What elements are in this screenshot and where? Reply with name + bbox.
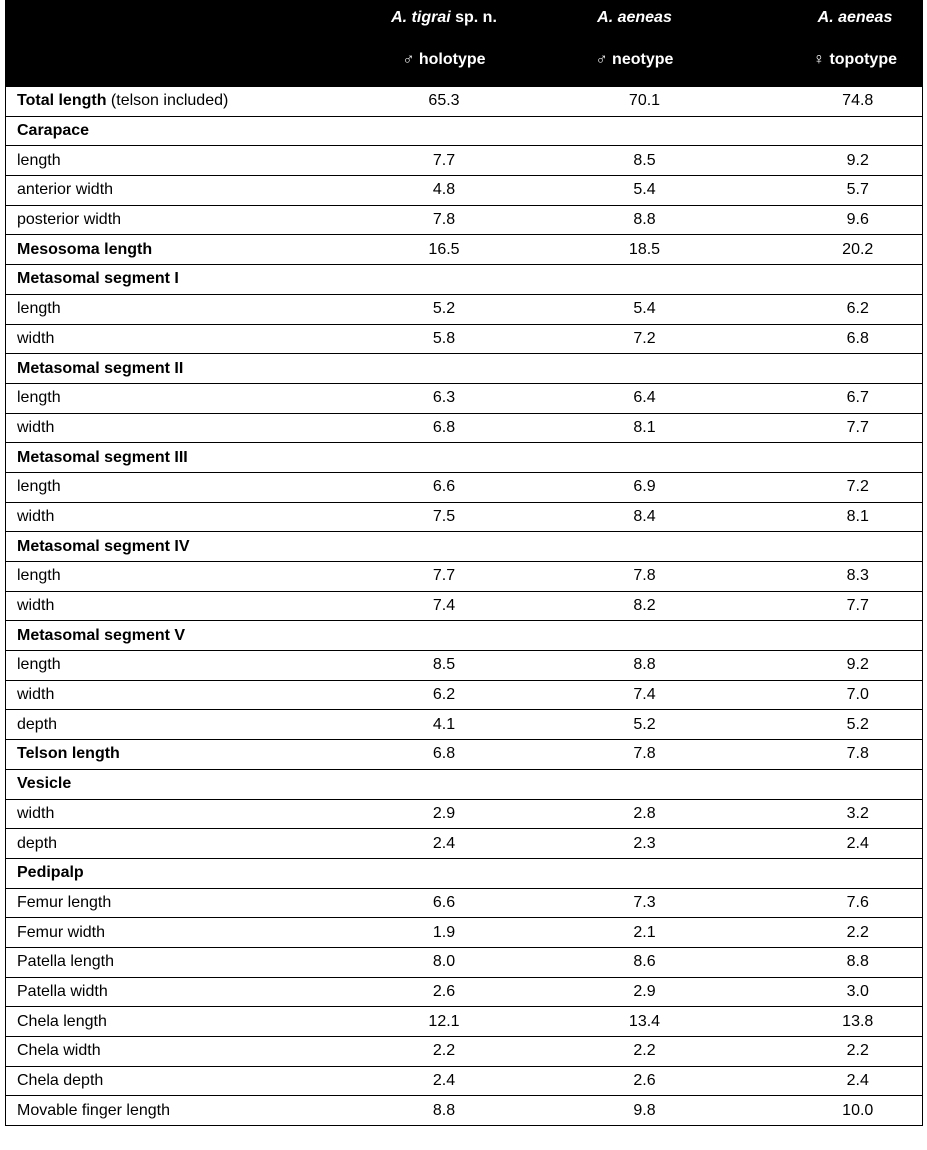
value-cell-col1: 8.0 bbox=[329, 947, 540, 977]
value-cell-col3: 5.2 bbox=[730, 710, 923, 740]
value-cell-col3: 2.4 bbox=[730, 1066, 923, 1096]
header-col1-species bbox=[329, 1, 540, 35]
row-label-text: Metasomal segment III bbox=[17, 448, 188, 466]
value-cell-col1 bbox=[329, 621, 540, 651]
value-cell-col3 bbox=[730, 443, 923, 473]
table-row bbox=[6, 1066, 923, 1096]
col2-type-label: ♂ neotype bbox=[595, 50, 674, 68]
row-label-text: Mesosoma length bbox=[17, 240, 153, 258]
value-cell-col1 bbox=[329, 858, 540, 888]
measurements-table bbox=[5, 0, 923, 1126]
row-label-text: length bbox=[17, 656, 61, 674]
value-cell-col2: 5.4 bbox=[540, 176, 730, 206]
table-row bbox=[6, 888, 923, 918]
value-cell-col2 bbox=[540, 116, 730, 146]
row-label bbox=[6, 265, 329, 295]
value-cell-col2: 5.2 bbox=[540, 710, 730, 740]
value-cell-col3: 6.8 bbox=[730, 324, 923, 354]
row-label-text: length bbox=[17, 478, 61, 496]
header-col2-type bbox=[540, 35, 730, 86]
row-label bbox=[6, 146, 329, 176]
value-cell-col3: 9.2 bbox=[730, 146, 923, 176]
value-cell-col1: 2.6 bbox=[329, 977, 540, 1007]
row-label bbox=[6, 176, 329, 206]
row-label bbox=[6, 947, 329, 977]
value-cell-col2 bbox=[540, 769, 730, 799]
table-row bbox=[6, 354, 923, 384]
value-cell-col1: 6.8 bbox=[329, 413, 540, 443]
row-label bbox=[6, 918, 329, 948]
value-cell-col2 bbox=[540, 265, 730, 295]
row-label-text: Chela length bbox=[17, 1012, 107, 1030]
value-cell-col2: 7.2 bbox=[540, 324, 730, 354]
row-label bbox=[6, 472, 329, 502]
value-cell-col1 bbox=[329, 116, 540, 146]
value-cell-col1: 16.5 bbox=[329, 235, 540, 265]
table-row bbox=[6, 205, 923, 235]
value-cell-col3: 20.2 bbox=[730, 235, 923, 265]
header-col2-species bbox=[540, 1, 730, 35]
col3-type-label: ♀ topotype bbox=[813, 50, 897, 68]
table-row bbox=[6, 502, 923, 532]
table-row bbox=[6, 829, 923, 859]
row-label bbox=[6, 1066, 329, 1096]
value-cell-col1: 6.3 bbox=[329, 383, 540, 413]
value-cell-col1: 7.4 bbox=[329, 591, 540, 621]
value-cell-col3 bbox=[730, 858, 923, 888]
table-header bbox=[6, 1, 923, 86]
value-cell-col3: 10.0 bbox=[730, 1096, 923, 1126]
row-label bbox=[6, 562, 329, 592]
table-row bbox=[6, 443, 923, 473]
value-cell-col2: 2.6 bbox=[540, 1066, 730, 1096]
value-cell-col1: 7.8 bbox=[329, 205, 540, 235]
value-cell-col3: 6.7 bbox=[730, 383, 923, 413]
row-label-text: Carapace bbox=[17, 122, 90, 140]
value-cell-col2 bbox=[540, 532, 730, 562]
table-row bbox=[6, 947, 923, 977]
value-cell-col2: 2.1 bbox=[540, 918, 730, 948]
value-cell-col1: 6.2 bbox=[329, 680, 540, 710]
row-label-text: Movable finger length bbox=[17, 1101, 170, 1119]
row-label bbox=[6, 205, 329, 235]
value-cell-col3 bbox=[730, 532, 923, 562]
table-row bbox=[6, 116, 923, 146]
value-cell-col2: 7.4 bbox=[540, 680, 730, 710]
value-cell-col1 bbox=[329, 265, 540, 295]
value-cell-col2: 2.8 bbox=[540, 799, 730, 829]
row-label bbox=[6, 383, 329, 413]
row-label-text: Femur length bbox=[17, 893, 112, 911]
row-label bbox=[6, 769, 329, 799]
table-row bbox=[6, 86, 923, 117]
value-cell-col3 bbox=[730, 769, 923, 799]
value-cell-col3 bbox=[730, 621, 923, 651]
row-label-text: length bbox=[17, 300, 61, 318]
row-label-text: Metasomal segment I bbox=[17, 270, 179, 288]
row-label-text: Telson length bbox=[17, 745, 120, 763]
value-cell-col3: 7.7 bbox=[730, 591, 923, 621]
row-label-text: Chela width bbox=[17, 1042, 101, 1060]
header-empty-cell bbox=[6, 1, 329, 86]
value-cell-col2: 8.1 bbox=[540, 413, 730, 443]
value-cell-col3: 7.0 bbox=[730, 680, 923, 710]
row-label-text: width bbox=[17, 507, 55, 525]
row-label bbox=[6, 740, 329, 770]
row-label bbox=[6, 502, 329, 532]
table-row bbox=[6, 235, 923, 265]
table-row bbox=[6, 146, 923, 176]
value-cell-col3: 5.7 bbox=[730, 176, 923, 206]
row-label bbox=[6, 235, 329, 265]
row-label bbox=[6, 413, 329, 443]
value-cell-col2: 2.2 bbox=[540, 1037, 730, 1067]
value-cell-col2: 9.8 bbox=[540, 1096, 730, 1126]
value-cell-col2: 2.3 bbox=[540, 829, 730, 859]
row-label bbox=[6, 1096, 329, 1126]
value-cell-col2 bbox=[540, 858, 730, 888]
value-cell-col1 bbox=[329, 354, 540, 384]
row-label bbox=[6, 354, 329, 384]
row-label-text: Patella length bbox=[17, 953, 114, 971]
value-cell-col3: 8.8 bbox=[730, 947, 923, 977]
row-label bbox=[6, 116, 329, 146]
table-row bbox=[6, 1037, 923, 1067]
row-label-text: Pedipalp bbox=[17, 864, 84, 882]
value-cell-col2 bbox=[540, 621, 730, 651]
value-cell-col1: 12.1 bbox=[329, 1007, 540, 1037]
value-cell-col3 bbox=[730, 116, 923, 146]
value-cell-col1: 1.9 bbox=[329, 918, 540, 948]
value-cell-col2: 5.4 bbox=[540, 294, 730, 324]
table-row bbox=[6, 799, 923, 829]
col3-species-name: A. aeneas bbox=[817, 8, 893, 26]
table-row bbox=[6, 977, 923, 1007]
row-label-text: depth bbox=[17, 834, 58, 852]
value-cell-col2: 18.5 bbox=[540, 235, 730, 265]
value-cell-col3: 9.2 bbox=[730, 651, 923, 681]
table-row bbox=[6, 740, 923, 770]
value-cell-col1: 7.7 bbox=[329, 146, 540, 176]
value-cell-col3: 2.2 bbox=[730, 1037, 923, 1067]
row-label-text: width bbox=[17, 804, 55, 822]
value-cell-col1: 2.9 bbox=[329, 799, 540, 829]
value-cell-col2: 7.8 bbox=[540, 562, 730, 592]
table-row bbox=[6, 621, 923, 651]
value-cell-col2: 8.8 bbox=[540, 651, 730, 681]
table-row bbox=[6, 710, 923, 740]
row-label-text: Total length bbox=[17, 92, 107, 110]
table-body bbox=[6, 86, 923, 1126]
value-cell-col2: 8.2 bbox=[540, 591, 730, 621]
value-cell-col1: 6.6 bbox=[329, 472, 540, 502]
row-label bbox=[6, 621, 329, 651]
table-row bbox=[6, 651, 923, 681]
table-row bbox=[6, 532, 923, 562]
row-label-text: anterior width bbox=[17, 181, 114, 199]
value-cell-col2: 8.6 bbox=[540, 947, 730, 977]
row-label bbox=[6, 977, 329, 1007]
value-cell-col2: 8.5 bbox=[540, 146, 730, 176]
value-cell-col3: 74.8 bbox=[730, 86, 923, 117]
value-cell-col3: 3.0 bbox=[730, 977, 923, 1007]
value-cell-col2: 7.8 bbox=[540, 740, 730, 770]
value-cell-col2: 70.1 bbox=[540, 86, 730, 117]
value-cell-col1 bbox=[329, 443, 540, 473]
row-label-text: width bbox=[17, 597, 55, 615]
col1-species-name: A. tigrai bbox=[391, 8, 451, 26]
row-label bbox=[6, 680, 329, 710]
value-cell-col3: 7.2 bbox=[730, 472, 923, 502]
value-cell-col2: 6.9 bbox=[540, 472, 730, 502]
row-label-text: Femur width bbox=[17, 923, 106, 941]
value-cell-col2 bbox=[540, 443, 730, 473]
row-label-suffix: (telson included) bbox=[106, 92, 229, 110]
row-label bbox=[6, 710, 329, 740]
table-row bbox=[6, 324, 923, 354]
value-cell-col1: 7.5 bbox=[329, 502, 540, 532]
row-label-text: Metasomal segment V bbox=[17, 626, 186, 644]
row-label-text: length bbox=[17, 567, 61, 585]
value-cell-col1: 8.5 bbox=[329, 651, 540, 681]
row-label bbox=[6, 294, 329, 324]
value-cell-col1 bbox=[329, 532, 540, 562]
row-label bbox=[6, 591, 329, 621]
value-cell-col1: 4.1 bbox=[329, 710, 540, 740]
row-label bbox=[6, 1037, 329, 1067]
value-cell-col2: 2.9 bbox=[540, 977, 730, 1007]
value-cell-col1: 8.8 bbox=[329, 1096, 540, 1126]
value-cell-col2: 8.4 bbox=[540, 502, 730, 532]
value-cell-col3: 6.2 bbox=[730, 294, 923, 324]
value-cell-col1: 2.4 bbox=[329, 829, 540, 859]
value-cell-col1: 6.8 bbox=[329, 740, 540, 770]
row-label-text: width bbox=[17, 418, 55, 436]
value-cell-col2: 8.8 bbox=[540, 205, 730, 235]
table-row bbox=[6, 562, 923, 592]
table-row bbox=[6, 294, 923, 324]
row-label bbox=[6, 799, 329, 829]
table-row bbox=[6, 858, 923, 888]
row-label bbox=[6, 888, 329, 918]
row-label-text: length bbox=[17, 151, 61, 169]
value-cell-col3: 7.7 bbox=[730, 413, 923, 443]
header-col3-type bbox=[730, 35, 923, 86]
row-label bbox=[6, 651, 329, 681]
col1-species-suffix: sp. n. bbox=[450, 8, 497, 26]
row-label-text: Vesicle bbox=[17, 775, 72, 793]
value-cell-col3: 2.2 bbox=[730, 918, 923, 948]
table-row bbox=[6, 265, 923, 295]
table-row bbox=[6, 1007, 923, 1037]
value-cell-col3: 2.4 bbox=[730, 829, 923, 859]
table-row bbox=[6, 1096, 923, 1126]
table-row bbox=[6, 769, 923, 799]
value-cell-col3: 7.8 bbox=[730, 740, 923, 770]
row-label-text: width bbox=[17, 329, 55, 347]
row-label-text: width bbox=[17, 686, 55, 704]
value-cell-col3: 7.6 bbox=[730, 888, 923, 918]
value-cell-col3: 3.2 bbox=[730, 799, 923, 829]
header-col3-species bbox=[730, 1, 923, 35]
row-label bbox=[6, 324, 329, 354]
table-row bbox=[6, 591, 923, 621]
col2-species-name: A. aeneas bbox=[597, 8, 672, 26]
value-cell-col3: 8.1 bbox=[730, 502, 923, 532]
col1-type-label: ♂ holotype bbox=[402, 50, 486, 68]
row-label bbox=[6, 532, 329, 562]
value-cell-col1: 6.6 bbox=[329, 888, 540, 918]
row-label bbox=[6, 443, 329, 473]
value-cell-col1: 5.2 bbox=[329, 294, 540, 324]
value-cell-col3: 9.6 bbox=[730, 205, 923, 235]
value-cell-col3 bbox=[730, 265, 923, 295]
row-label-text: depth bbox=[17, 715, 58, 733]
value-cell-col2 bbox=[540, 354, 730, 384]
table-row bbox=[6, 176, 923, 206]
table-row bbox=[6, 413, 923, 443]
row-label-text: Patella width bbox=[17, 982, 108, 1000]
value-cell-col1: 4.8 bbox=[329, 176, 540, 206]
value-cell-col1: 65.3 bbox=[329, 86, 540, 117]
table-row bbox=[6, 918, 923, 948]
value-cell-col2: 6.4 bbox=[540, 383, 730, 413]
value-cell-col1: 7.7 bbox=[329, 562, 540, 592]
value-cell-col1: 5.8 bbox=[329, 324, 540, 354]
row-label bbox=[6, 86, 329, 117]
value-cell-col3: 8.3 bbox=[730, 562, 923, 592]
header-col1-type bbox=[329, 35, 540, 86]
value-cell-col3: 13.8 bbox=[730, 1007, 923, 1037]
value-cell-col1: 2.4 bbox=[329, 1066, 540, 1096]
row-label-text: length bbox=[17, 389, 61, 407]
row-label-text: Metasomal segment IV bbox=[17, 537, 190, 555]
row-label-text: Metasomal segment II bbox=[17, 359, 184, 377]
row-label bbox=[6, 829, 329, 859]
table-row bbox=[6, 680, 923, 710]
value-cell-col2: 7.3 bbox=[540, 888, 730, 918]
row-label bbox=[6, 858, 329, 888]
value-cell-col1: 2.2 bbox=[329, 1037, 540, 1067]
row-label-text: Chela depth bbox=[17, 1072, 104, 1090]
value-cell-col1 bbox=[329, 769, 540, 799]
value-cell-col2: 13.4 bbox=[540, 1007, 730, 1037]
row-label bbox=[6, 1007, 329, 1037]
row-label-text: posterior width bbox=[17, 211, 122, 229]
table-row bbox=[6, 472, 923, 502]
table-row bbox=[6, 383, 923, 413]
value-cell-col3 bbox=[730, 354, 923, 384]
